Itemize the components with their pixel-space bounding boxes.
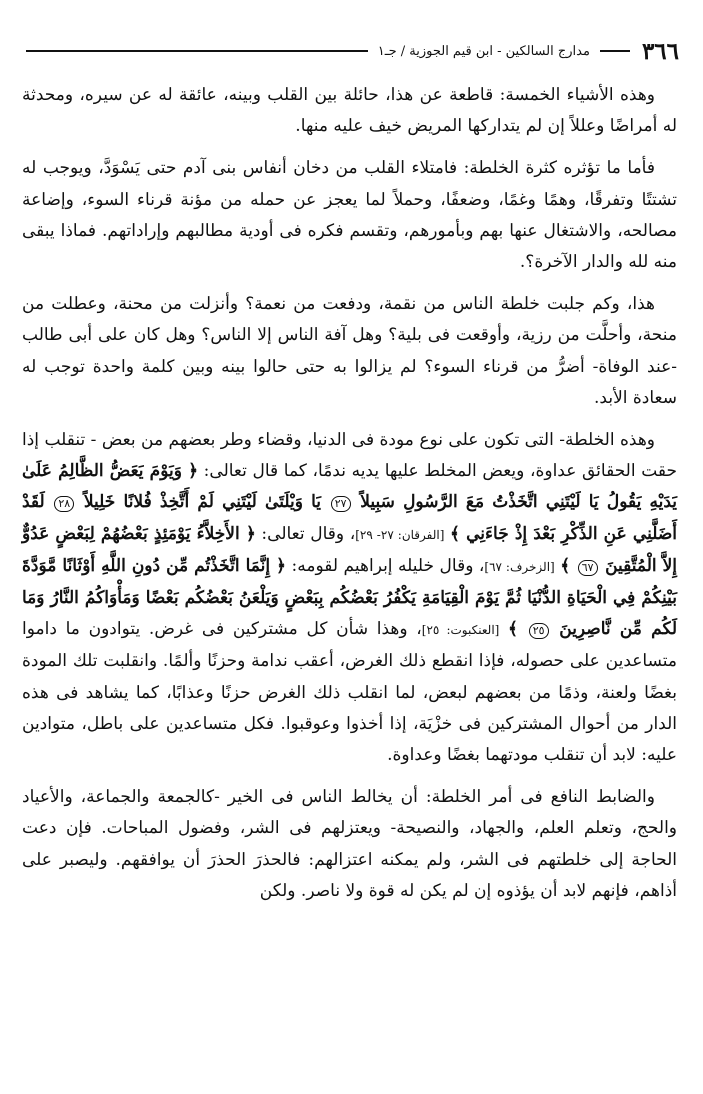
header-rule-right (600, 50, 630, 52)
paragraph-text: ، وقال خليله إبراهيم لقومه: (291, 555, 485, 576)
paragraph-harms-of-company (22, 289, 677, 414)
paragraph-excess-mixing (22, 153, 677, 278)
ayah-number: ٢٥ (529, 623, 549, 639)
quran-verse: ﴿ وَيَوْمَ يَعَضُّ الظَّالِمُ عَلَىٰ يَدَيْهِ يَقُولُ يَا لَيْتَنِي اتَّخَذْتُ مَعَ الرَّسُولِ سَبِيلاً (22, 461, 678, 513)
ayah-number: ٦٧ (578, 560, 598, 576)
quran-verse: ﴾ (508, 619, 519, 640)
paragraph-rule-of-mixing (22, 782, 677, 907)
ayah-number: ٢٨ (54, 496, 74, 512)
paragraph-text: وهذه الخلطة- التى تكون على نوع مودة فى الدنيا، وقضاء وطر بعضهم من بعض - تنقلب إذا حقت الحقائق عداوة، ويعض المخلط عليها يديه ندمًا، كما قال تعالى: (22, 430, 678, 482)
paragraph-friendship-enmity (22, 425, 677, 771)
verse-reference: [الزخرف: ٦٧] (484, 559, 555, 574)
paragraph-text: : فامتلاء القلب من دخان أنفاس بنى آدم حتى يَسْوَدَّ، ويوجب له تشتتًا وتفرقًا، وهمًا وغمًا، وضعفًا، وحملاً لما يعجز عن حمله من مؤنة قرناء السوء، وإضاعة مصالحه، والاشتغال عنها بهم وبأمورهم، وتقسم فكره فى أودية مطالبهم وإراداتهم. فماذا يبقى منه لله والدار الآخرة؟. (22, 158, 677, 273)
running-title: مدارج السالكين - ابن قيم الجوزية / جـ١ (377, 43, 590, 59)
paragraph-lead: وهذه الأشياء الخمسة (505, 85, 656, 105)
verse-reference: [الفرقان: ٢٧- ٢٩] (355, 527, 445, 542)
ayah-number: ٢٧ (331, 496, 351, 512)
paragraph-lead: فأما ما تؤثره كثرة الخلطة (469, 158, 655, 179)
quran-verse: ﴿ الأَخِلاَّءُ يَوْمَئِذٍ بَعْضُهُمْ لِبَعْضٍ عَدُوٌّ إِلاَّ الْمُتَّقِينَ (22, 523, 678, 576)
quran-verse: لَقَدْ أَضَلَّنِي عَنِ الذِّكْرِ بَعْدَ إِذْ جَاءَنِي ﴾ (22, 492, 677, 544)
page-number: ٣٦٦ (641, 37, 679, 65)
paragraph-text: هذا، وكم جلبت خلطة الناس من نقمة، ودفعت من نعمة؟ وأنزلت من محنة، وعطلت من منحة، وأحلَّت من رزية، وأوقعت فى بلية؟ وهل آفة الناس إلا الناس؟ وهل كان على أبى طالب -عند الوفاة- أضرُّ من قرناء السوء؟ لم يزالوا به حتى حالوا بينه وبين كلمة واحدة توجب له سعادة الأبد. (22, 294, 677, 408)
paragraph-lead: والضابط النافع فى أمر الخلطة (431, 787, 655, 808)
paragraph-text: : أن يخالط الناس فى الخير -كالجمعة والجماعة، والأعياد والحج، وتعلم العلم، والجهاد، والنصيحة- ويعتزلهم فى الشر، وفضول المباحات. فإن دعت الحاجة إلى خلطتهم فى الشر، ولم يمكنه اعتزالهم: فالحذرَ الحذرَ أن يوافقهم. وليصبر على أذاهم، فإنهم لابد أن يؤذوه إن لم يكن له قوة ولا ناصر. ولكن (22, 787, 677, 901)
quran-verse: ﴾ (560, 555, 571, 576)
paragraph-text: ، وقال تعالى: (261, 523, 356, 544)
paragraph-text: ، وهذا شأن كل مشتركين فى غرض. يتوادون ما داموا متساعدين على حصوله، فإذا انقطع ذلك الغرض، أعقب ندامة وحزنًا وألمًا. وانقلبت تلك المودة بغضًا ولعنة، وذمًا من بعضهم لبعض، لما انقلب ذلك الغرض حزنًا وعذابًا، كما يشاهد فى هذه الدار من أحوال المشتركين فى خزْيَة، إذا أخذوا وعوقبوا. فكل متساعدين على باطل، متوادين عليه: لابد أن تنقلب مودتهما بغضًا وعداوة. (22, 619, 677, 766)
header-rule-left (26, 50, 368, 52)
page-body (22, 80, 677, 907)
verse-reference: [العنكبوت: ٢٥] (421, 623, 500, 638)
quran-verse: ﴿ إِنَّمَا اتَّخَذْتُم مِّن دُونِ اللَّهِ أَوْثَانًا مَّوَدَّةَ بَيْنِكُمْ فِي الْحَيَاةِ الدُّنْيَا ثُمَّ يَوْمَ الْقِيَامَةِ يَكْفُرُ بَعْضُكُم بِبَعْضٍ وَيَلْعَنُ بَعْضُكُم بَعْضًا وَمَأْوَاكُمُ النَّارُ وَمَا لَكُم مِّن نَّاصِرِينَ (22, 555, 678, 640)
paragraph-five-things (22, 80, 677, 142)
page-header (20, 34, 679, 68)
paragraph-text: : قاطعة عن هذا، حائلة بين القلب وبينه، عائقة له عن سيره، ومحدثة له أمراضًا وعللاً إن لم يتداركها المريض خيف عليه منها. (22, 85, 677, 137)
quran-verse: يَا وَيْلَتَىٰ لَيْتَنِي لَمْ أَتَّخِذْ فُلانًا خَلِيلاً (83, 492, 322, 513)
